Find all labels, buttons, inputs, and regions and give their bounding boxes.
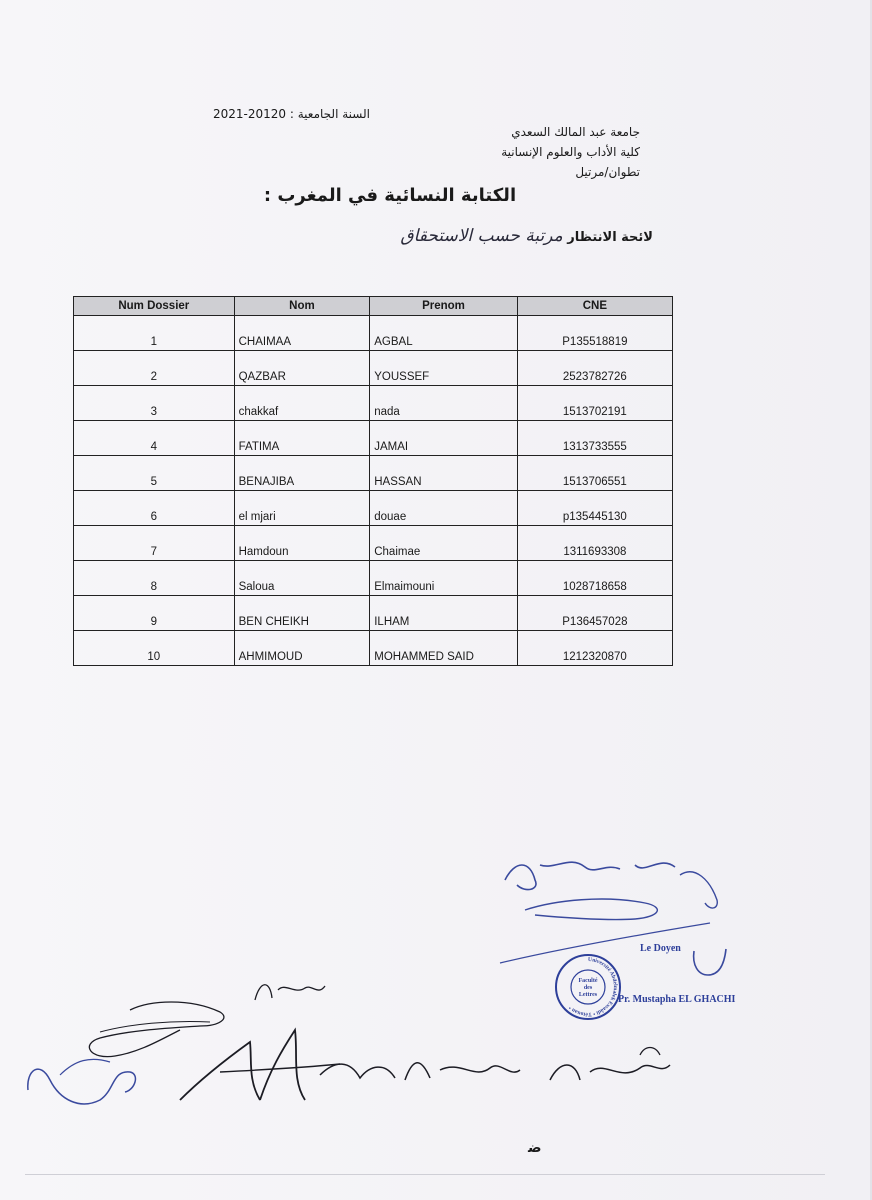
- column-header-prenom: Prenom: [370, 297, 518, 316]
- svg-text:Lettres: Lettres: [578, 992, 598, 998]
- document-title: الكتابة النسائية في المغرب :: [263, 185, 517, 206]
- cell-prenom: JAMAI: [370, 421, 518, 456]
- cell-nom: BEN CHEIKH: [234, 596, 370, 631]
- cell-prenom: AGBAL: [370, 316, 518, 351]
- table-row: [74, 316, 673, 351]
- city-name: تطوان/مرتيل: [575, 165, 640, 179]
- cell-nom: QAZBAR: [234, 351, 370, 386]
- cell-prenom: nada: [370, 386, 518, 421]
- cell-nom: BENAJIBA: [234, 456, 370, 491]
- cell-cne: P136457028: [517, 596, 672, 631]
- column-header-nom: Nom: [234, 297, 370, 316]
- cell-cne: 1513706551: [517, 456, 672, 491]
- cell-num: 5: [74, 456, 235, 491]
- cell-cne: 1313733555: [517, 421, 672, 456]
- cell-num: 2: [74, 351, 235, 386]
- table-row: [74, 456, 673, 491]
- cell-num: 10: [74, 631, 235, 666]
- dean-label: Le Doyen: [640, 943, 681, 954]
- cell-prenom: HASSAN: [370, 456, 518, 491]
- table-row: [74, 421, 673, 456]
- cell-num: 7: [74, 526, 235, 561]
- document-subtitle: [350, 226, 653, 246]
- cell-prenom: douae: [370, 491, 518, 526]
- column-header-cne: CNE: [517, 297, 672, 316]
- svg-text:des: des: [583, 985, 593, 991]
- cell-nom: chakkaf: [234, 386, 370, 421]
- cell-num: 1: [74, 316, 235, 351]
- cell-nom: Saloua: [234, 561, 370, 596]
- cell-prenom: Chaimae: [370, 526, 518, 561]
- footer-mark: ﺿ: [528, 1140, 542, 1156]
- cell-num: 8: [74, 561, 235, 596]
- cell-cne: 1513702191: [517, 386, 672, 421]
- cell-cne: p135445130: [517, 491, 672, 526]
- cell-prenom: Elmaimouni: [370, 561, 518, 596]
- cell-prenom: YOUSSEF: [370, 351, 518, 386]
- subtitle-printed: لائحة الانتظار: [567, 230, 653, 245]
- cell-prenom: MOHAMMED SAID: [370, 631, 518, 666]
- cell-num: 6: [74, 491, 235, 526]
- cell-num: 3: [74, 386, 235, 421]
- table-row: [74, 561, 673, 596]
- seal-center-text: Faculté: [578, 978, 598, 984]
- table-row: [74, 631, 673, 666]
- cell-num: 4: [74, 421, 235, 456]
- institution-block: [500, 122, 640, 182]
- cell-nom: CHAIMAA: [234, 316, 370, 351]
- university-name: جامعة عبد المالك السعدي: [511, 125, 640, 139]
- cell-num: 9: [74, 596, 235, 631]
- cell-cne: 1212320870: [517, 631, 672, 666]
- cell-cne: 1028718658: [517, 561, 672, 596]
- cell-nom: FATIMA: [234, 421, 370, 456]
- seal-ring-text: Université Abdelmalek Essaâdi • Tétouan •: [567, 956, 619, 1018]
- dean-name: Pr. Mustapha EL GHACHI: [618, 994, 736, 1005]
- page-bottom-rule: [25, 1174, 825, 1175]
- academic-year-label: السنة الجامعية :: [289, 107, 370, 121]
- cell-nom: el mjari: [234, 491, 370, 526]
- table-row: [74, 351, 673, 386]
- subtitle-handwritten: مرتبة حسب الاستحقاق: [400, 226, 563, 246]
- table-header-row: [74, 297, 673, 316]
- table-row: [74, 596, 673, 631]
- table-row: [74, 386, 673, 421]
- table-row: [74, 526, 673, 561]
- waiting-list-table: [73, 296, 673, 666]
- cell-nom: Hamdoun: [234, 526, 370, 561]
- cell-cne: 2523782726: [517, 351, 672, 386]
- academic-year: [213, 107, 373, 121]
- column-header-num: Num Dossier: [74, 297, 235, 316]
- jury-signatures: [20, 960, 720, 1130]
- academic-year-value: 2021-20120: [213, 107, 287, 121]
- cell-cne: P135518819: [517, 316, 672, 351]
- cell-prenom: ILHAM: [370, 596, 518, 631]
- cell-nom: AHMIMOUD: [234, 631, 370, 666]
- cell-cne: 1311693308: [517, 526, 672, 561]
- table-row: [74, 491, 673, 526]
- faculty-name: كلية الأداب والعلوم الإنسانية: [501, 145, 640, 159]
